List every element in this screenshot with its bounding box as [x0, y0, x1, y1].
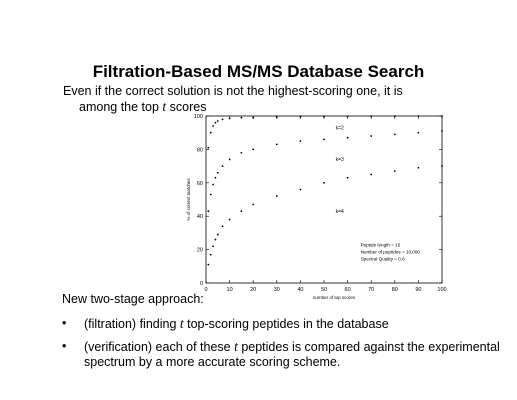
- data-point: [241, 210, 243, 212]
- x-tick-label: 60: [344, 287, 351, 293]
- y-tick-label: 0: [199, 281, 203, 287]
- bullet-variable: t: [179, 316, 184, 331]
- data-point: [370, 135, 372, 137]
- data-point: [323, 116, 325, 118]
- list-item: [62, 339, 502, 370]
- x-tick-label: 90: [415, 287, 422, 293]
- data-point: [300, 116, 302, 118]
- data-point: [207, 264, 209, 266]
- y-tick-label: 20: [196, 247, 203, 254]
- data-point: [222, 225, 224, 227]
- data-point: [418, 132, 420, 134]
- bullet-text-end: peptides is compared against the experimental spectrum by a more accurate scoring scheme.: [84, 340, 500, 369]
- data-point: [212, 125, 214, 127]
- scatter-chart: [180, 112, 455, 302]
- data-point: [229, 159, 231, 161]
- bullet-text: [84, 316, 502, 332]
- x-tick-label: 0: [204, 287, 208, 293]
- data-point: [252, 117, 254, 119]
- data-point: [217, 172, 219, 174]
- bullet-symbol: •: [62, 316, 67, 330]
- list-item: [62, 316, 502, 332]
- data-point: [210, 254, 212, 256]
- bullet-symbol: •: [62, 339, 67, 353]
- bullet-text: [84, 339, 502, 370]
- data-point: [229, 219, 231, 221]
- data-point: [252, 204, 254, 206]
- y-tick-label: 40: [196, 214, 203, 221]
- data-point: [323, 138, 325, 140]
- data-point: [323, 182, 325, 184]
- data-point: [215, 177, 217, 179]
- intro-line-1: Even if the correct solution is not the highest-scoring one, it is: [63, 84, 403, 98]
- data-point: [347, 116, 349, 118]
- bullet-variable: t: [234, 339, 238, 354]
- data-point: [241, 152, 243, 154]
- chart-annotation: Spectral Quality = 0.6: [360, 256, 405, 262]
- data-point: [394, 115, 396, 117]
- x-tick-label: 10: [226, 287, 233, 293]
- data-point: [300, 189, 302, 191]
- data-point: [370, 174, 372, 176]
- chart-svg: [180, 112, 455, 302]
- data-point: [300, 140, 302, 142]
- bullet-text-end: top-scoring peptides in the database: [183, 317, 389, 331]
- series-label: k=3: [335, 157, 344, 164]
- data-point: [441, 130, 443, 132]
- y-axis-label: % of correct matches: [186, 178, 191, 221]
- bullet-text-start: (verification) each of these: [84, 340, 235, 354]
- series-label: k=4: [335, 208, 344, 215]
- slide-title: Filtration-Based MS/MS Database Search: [92, 62, 425, 81]
- data-point: [276, 116, 278, 118]
- x-tick-label: 40: [297, 287, 304, 293]
- y-tick-label: 100: [193, 114, 203, 120]
- data-point: [418, 167, 420, 169]
- data-point: [210, 194, 212, 196]
- data-point: [207, 210, 209, 212]
- data-point: [418, 115, 420, 117]
- x-axis-label: number of top scores: [312, 295, 356, 300]
- approach-heading: New two-stage approach:: [62, 292, 204, 306]
- data-point: [370, 115, 372, 117]
- data-point: [347, 137, 349, 139]
- data-point: [394, 133, 396, 135]
- chart-annotation: Peptide length = 15: [360, 242, 401, 248]
- data-point: [207, 147, 209, 149]
- data-point: [276, 195, 278, 197]
- data-point: [217, 120, 219, 122]
- x-tick-label: 80: [391, 287, 398, 293]
- data-point: [229, 118, 231, 120]
- intro-text: [63, 84, 493, 115]
- x-tick-label: 100: [437, 287, 447, 293]
- data-point: [241, 117, 243, 119]
- data-point: [222, 165, 224, 167]
- data-point: [217, 234, 219, 236]
- data-point: [394, 170, 396, 172]
- data-point: [276, 143, 278, 145]
- y-tick-label: 60: [196, 180, 203, 187]
- bullet-list: [62, 316, 502, 377]
- data-point: [347, 177, 349, 179]
- data-point: [441, 165, 443, 167]
- data-point: [441, 115, 443, 117]
- data-point: [215, 239, 217, 241]
- data-point: [212, 184, 214, 186]
- data-point: [252, 149, 254, 151]
- chart-annotation: Number of peptides = 10,000: [360, 249, 420, 255]
- plot-frame: [206, 116, 442, 283]
- x-tick-label: 50: [320, 287, 328, 293]
- data-point: [210, 132, 212, 134]
- intro-line-2-start: among the top: [79, 100, 163, 114]
- x-tick-label: 30: [273, 287, 280, 293]
- data-point: [215, 122, 217, 124]
- data-point: [212, 245, 214, 247]
- data-point: [222, 118, 224, 120]
- series-label: k=2: [335, 125, 344, 132]
- x-tick-label: 20: [250, 287, 257, 293]
- intro-variable: t: [162, 99, 167, 114]
- intro-line-2-end: scores: [166, 100, 207, 114]
- bullet-text-start: (filtration) finding: [84, 317, 180, 331]
- y-tick-label: 80: [196, 147, 203, 154]
- x-tick-label: 70: [368, 287, 375, 293]
